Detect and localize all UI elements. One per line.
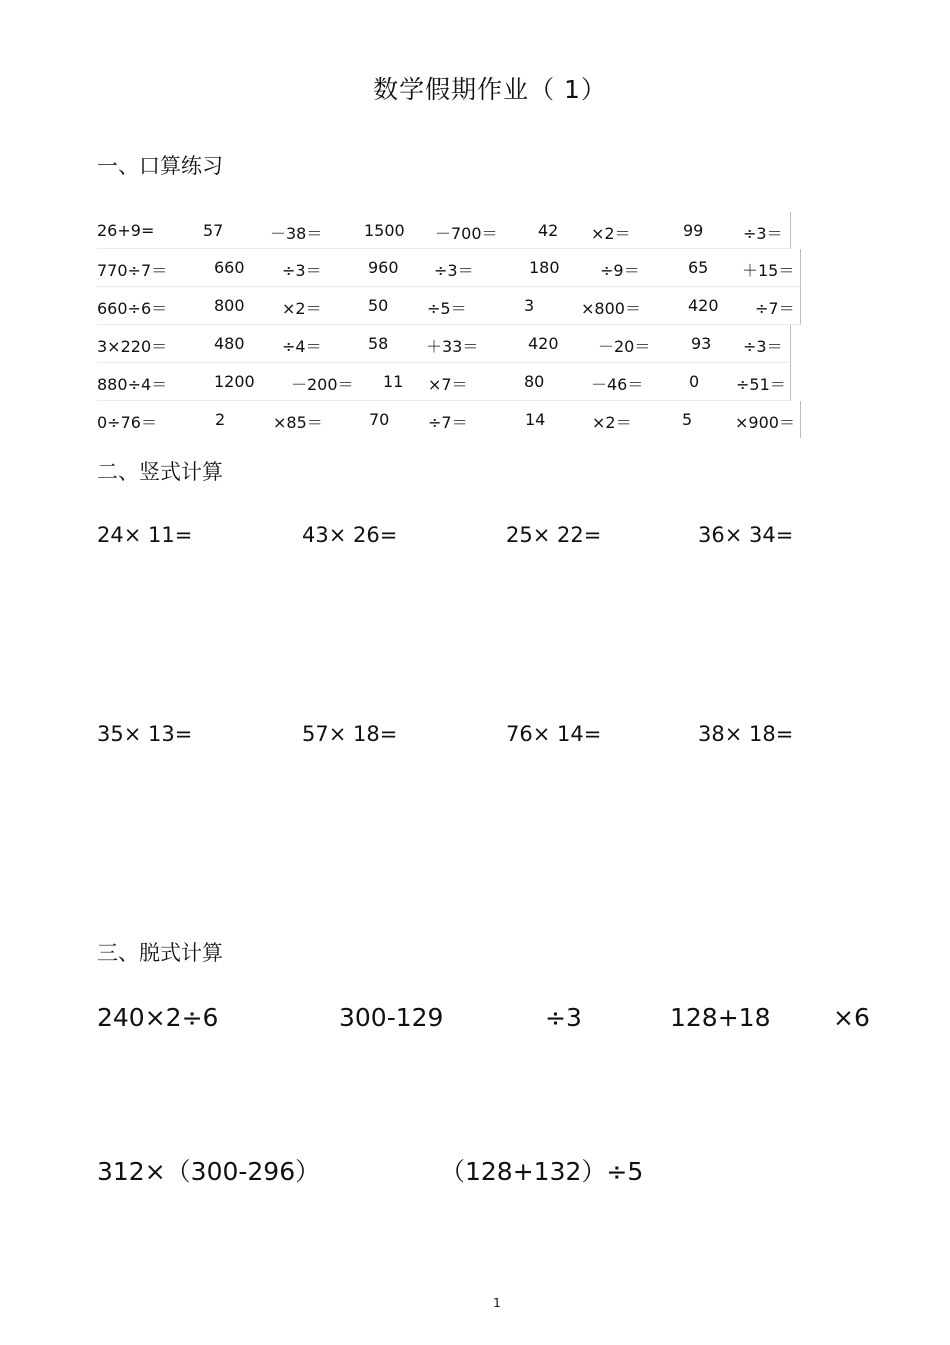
- oral-cell: 3×220＝: [97, 337, 168, 356]
- stepwise-problem: 128+18: [670, 1003, 771, 1032]
- table-row: [97, 363, 791, 401]
- oral-cell: 50: [368, 296, 389, 315]
- vertical-problem: 25× 22=: [506, 523, 602, 547]
- oral-cell: －46＝: [591, 375, 644, 394]
- section-heading-vertical: 二、竖式计算: [97, 460, 223, 484]
- stepwise-problem: 312×（300-296）: [97, 1157, 321, 1186]
- oral-cell: ×2＝: [591, 224, 631, 243]
- stepwise-problem: ÷3: [545, 1003, 582, 1032]
- oral-cell: 65: [688, 258, 709, 277]
- vertical-problem: 24× 11=: [97, 523, 193, 547]
- oral-cell: 58: [368, 334, 389, 353]
- section-heading-oral: 一、口算练习: [97, 154, 223, 178]
- oral-cell: ÷3＝: [743, 224, 783, 243]
- table-row: [97, 401, 801, 438]
- oral-cell: 5: [682, 410, 693, 429]
- oral-cell: 800: [214, 296, 245, 315]
- oral-cell: 1500: [364, 221, 405, 240]
- oral-practice-table: [97, 212, 802, 438]
- oral-cell: 660: [214, 258, 245, 277]
- oral-cell: 42: [538, 221, 559, 240]
- stepwise-problem: （128+132）÷5: [440, 1157, 644, 1186]
- oral-cell: 420: [528, 334, 559, 353]
- oral-cell: ＋15＝: [742, 261, 795, 280]
- table-row: [97, 212, 791, 249]
- oral-cell: ÷7＝: [428, 413, 468, 432]
- oral-cell: 0÷76＝: [97, 413, 157, 432]
- oral-cell: －200＝: [291, 375, 354, 394]
- page-title: 数学假期作业（ 1）: [373, 75, 607, 104]
- oral-cell: 770÷7＝: [97, 261, 168, 280]
- oral-cell: ×7＝: [428, 375, 468, 394]
- oral-cell: ÷51＝: [736, 375, 786, 394]
- oral-cell: ÷7＝: [755, 299, 795, 318]
- stepwise-problem: 300-129: [339, 1003, 444, 1032]
- oral-cell: ×85＝: [273, 413, 323, 432]
- section-heading-stepwise: 三、脱式计算: [97, 941, 223, 965]
- oral-cell: ×2＝: [592, 413, 632, 432]
- oral-cell: 960: [368, 258, 399, 277]
- vertical-problem: 36× 34=: [698, 523, 794, 547]
- oral-cell: 880÷4＝: [97, 375, 168, 394]
- oral-cell: 180: [529, 258, 560, 277]
- oral-cell: －38＝: [270, 224, 323, 243]
- oral-cell: 57: [203, 221, 224, 240]
- table-row: [97, 325, 791, 363]
- oral-cell: ÷9＝: [600, 261, 640, 280]
- oral-cell: ×800＝: [581, 299, 641, 318]
- oral-cell: ÷3＝: [282, 261, 322, 280]
- stepwise-problem: ×6: [833, 1003, 870, 1032]
- oral-cell: 93: [691, 334, 712, 353]
- oral-cell: ×2＝: [282, 299, 322, 318]
- oral-cell: 70: [369, 410, 390, 429]
- oral-cell: ÷4＝: [282, 337, 322, 356]
- oral-cell: 660÷6＝: [97, 299, 168, 318]
- oral-cell: －700＝: [435, 224, 498, 243]
- page-number: 1: [493, 1296, 501, 1310]
- oral-cell: 2: [215, 410, 226, 429]
- stepwise-problem: 240×2÷6: [97, 1003, 219, 1032]
- oral-cell: ÷5＝: [427, 299, 467, 318]
- oral-cell: 480: [214, 334, 245, 353]
- vertical-problem: 57× 18=: [302, 722, 398, 746]
- oral-cell: 14: [525, 410, 546, 429]
- oral-cell: 26+9=: [97, 221, 155, 240]
- oral-cell: 420: [688, 296, 719, 315]
- vertical-problem: 38× 18=: [698, 722, 794, 746]
- oral-cell: 99: [683, 221, 704, 240]
- oral-cell: 1200: [214, 372, 255, 391]
- oral-cell: ×900＝: [735, 413, 795, 432]
- vertical-problem: 43× 26=: [302, 523, 398, 547]
- oral-cell: ÷3＝: [434, 261, 474, 280]
- table-row: [97, 249, 801, 287]
- table-row: [97, 287, 801, 325]
- vertical-problem: 35× 13=: [97, 722, 193, 746]
- vertical-problem: 76× 14=: [506, 722, 602, 746]
- oral-cell: ÷3＝: [743, 337, 783, 356]
- oral-cell: ＋33＝: [426, 337, 479, 356]
- oral-cell: 3: [524, 296, 535, 315]
- oral-cell: 0: [689, 372, 700, 391]
- oral-cell: －20＝: [598, 337, 651, 356]
- oral-cell: 11: [383, 372, 404, 391]
- oral-cell: 80: [524, 372, 545, 391]
